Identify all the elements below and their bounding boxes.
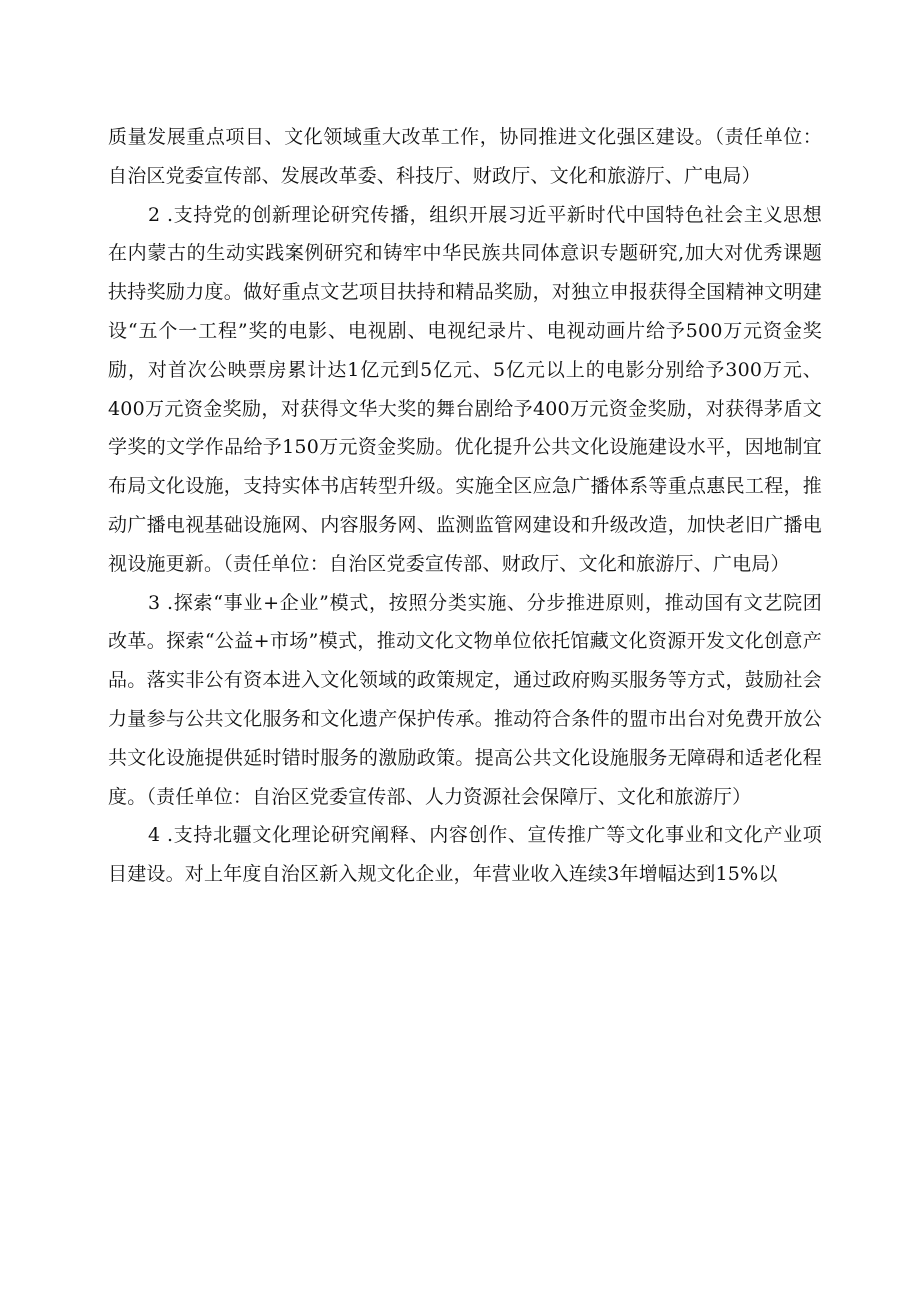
paragraph-item-2: 2 .支持党的创新理论研究传播，组织开展习近平新时代中国特色社会主义思想在内蒙古的生动实践案例研究和铸牢中华民族共同体意识专题研究,加大对优秀课题扶持奖励力度。做好重点文艺项目扶持和精品奖励，对独立申报获得全国精神文明建设“五个一工程”奖的电影、电视剧、电视纪录片、电视动画片给予500万元资金奖励，对首次公映票房累计达1亿元到5亿元、5亿元以上的电影分别给予300万元、400万元资金奖励，对获得文华大奖的舞台剧给予400万元资金奖励，对获得茅盾文学奖的文学作品给予150万元资金奖励。优化提升公共文化设施建设水平，因地制宜布局文化设施，支持实体书店转型升级。实施全区应急广播体系等重点惠民工程，推动广播电视基础设施网、内容服务网、监测监管网建设和升级改造，加快老旧广播电视设施更新。（责任单位：自治区党委宣传部、财政厅、文化和旅游厅、广电局） [108,203,822,575]
document-page [108,118,822,894]
paragraph-item-4: 4 .支持北疆文化理论研究阐释、内容创作、宣传推广等文化事业和文化产业项目建设。对上年度自治区新入规文化企业，年营业收入连续3年增幅达到15%以 [108,824,822,886]
paragraph-continuation: 质量发展重点项目、文化领域重大改革工作，协同推进文化强区建设。（责任单位：自治区党委宣传部、发展改革委、科技厅、财政厅、文化和旅游厅、广电局） [108,126,822,187]
paragraph-item-3: 3 .探索“事业+企业”模式，按照分类实施、分步推进原则，推动国有文艺院团改革。探索“公益+市场”模式，推动文化文物单位依托馆藏文化资源开发文化创意产品。落实非公有资本进入文化领域的政策规定，通过政府购买服务等方式，鼓励社会力量参与公共文化服务和文化遗产保护传承。推动符合条件的盟市出台对免费开放公共文化设施提供延时错时服务的激励政策。提高公共文化设施服务无障碍和适老化程度。（责任单位：自治区党委宣传部、人力资源社会保障厅、文化和旅游厅） [108,591,822,808]
